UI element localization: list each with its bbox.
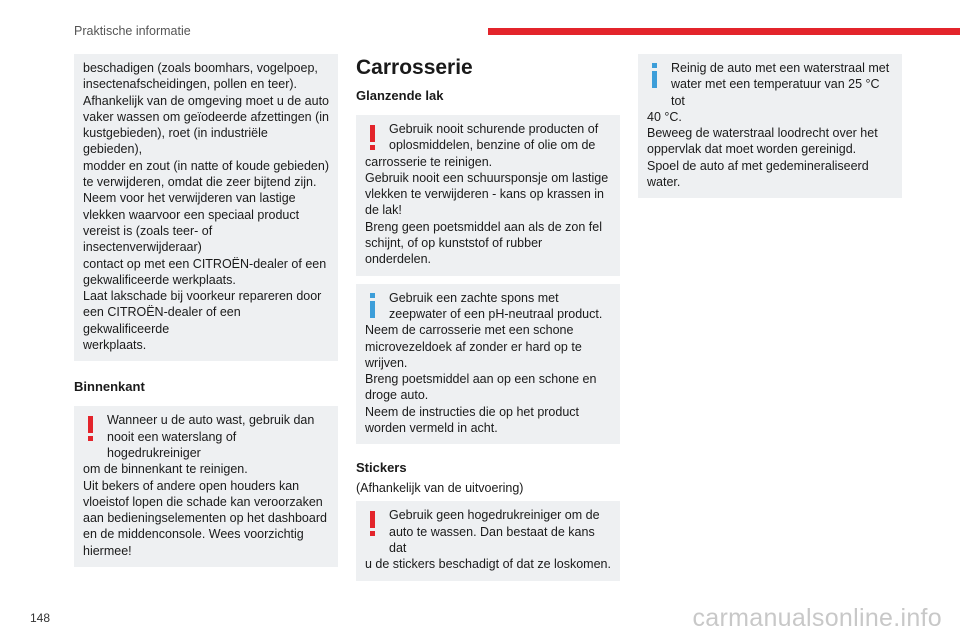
warning-icon <box>367 511 379 537</box>
text-line: Neem de carrosserie met een schone <box>365 323 574 338</box>
text-line: vereist is (zoals teer- of insectenverwijderaar) <box>83 223 213 255</box>
text-line: schijnt, of op kunststof of rubber onderdelen. <box>365 236 543 267</box>
text-line: zeepwater of een pH-neutraal product. <box>389 306 603 321</box>
info-icon <box>649 63 661 89</box>
text-line: droge auto. <box>365 388 429 403</box>
text-line: Breng poetsmiddel aan op een schone en <box>365 372 597 387</box>
text-line: de lak! <box>365 203 402 218</box>
text-line: Neem voor het verwijderen van lastige <box>83 191 296 206</box>
stickers-warning-box <box>356 501 620 580</box>
binnenkant-warning-box <box>74 406 338 567</box>
text-line: Laat lakschade bij voorkeur repareren door <box>83 289 322 304</box>
text-line: een CITROËN-dealer of een gekwalificeerde <box>83 305 241 336</box>
continued-text-box <box>74 54 338 361</box>
text-line: wrijven. <box>365 355 408 370</box>
text-line: Wanneer u de auto wast, gebruik dan <box>107 413 315 428</box>
text-line: Gebruik nooit schurende producten of <box>389 122 599 136</box>
text-line: Neem de instructies die op het product <box>365 404 580 419</box>
text-line: water. <box>647 175 681 190</box>
text-line: hiermee! <box>83 543 132 558</box>
warning-icon <box>367 125 379 151</box>
column-1 <box>74 54 338 567</box>
text-line: kustgebieden), roet (in industriële gebieden), <box>83 126 268 157</box>
text-line: nooit een waterslang of hogedrukreiniger <box>107 429 237 460</box>
text-line: oppervlak dat moet worden gereinigd. <box>647 142 857 157</box>
text-line: vloeistof lopen die schade kan veroorzaken <box>83 494 323 509</box>
section-title: Carrosserie <box>356 56 473 79</box>
text-line: auto te wassen. Dan bestaat de kans dat <box>389 524 595 555</box>
text-line: om de binnenkant te reinigen. <box>83 462 248 477</box>
text-line: werkplaats. <box>83 338 147 353</box>
text-line: Spoel de auto af met gedemineraliseerd <box>647 158 869 173</box>
glanzende-info-box <box>356 284 620 445</box>
header-accent-bar <box>488 28 960 35</box>
text-line: vlekken waarvoor een speciaal product <box>83 207 300 222</box>
text-line: Reinig de auto met een waterstraal met <box>671 61 890 75</box>
text-line: contact op met een CITROËN-dealer of een <box>83 256 327 271</box>
waterstraal-info-box <box>638 54 902 198</box>
text-line: Gebruik geen hogedrukreiniger om de <box>389 508 600 523</box>
text-line: modder en zout (in natte of koude gebieden) <box>83 158 330 173</box>
text-line: insectenafscheidingen, pollen en teer). <box>83 77 298 92</box>
text-line: beschadigen (zoals boomhars, vogelpoep, <box>83 61 318 75</box>
text-line: Beweeg de waterstraal loodrecht over het <box>647 126 878 141</box>
text-line: 40 °C. <box>647 109 682 124</box>
text-line: Gebruik een zachte spons met <box>389 290 559 305</box>
binnenkant-heading: Binnenkant <box>74 379 145 395</box>
text-line: water met een temperatuur van 25 °C tot <box>671 77 880 108</box>
info-icon <box>367 293 379 319</box>
text-line: microvezeldoek af zonder er hard op te <box>365 339 582 354</box>
stickers-note: (Afhankelijk van de uitvoering) <box>356 481 524 496</box>
warning-icon <box>85 416 97 442</box>
text-line: te verwijderen, omdat die zeer bijtend zijn. <box>83 175 317 190</box>
text-line: worden vermeld in acht. <box>365 421 498 436</box>
text-line: u de stickers beschadigt of dat ze loskomen. <box>365 557 611 572</box>
text-line: gekwalificeerde werkplaats. <box>83 272 236 287</box>
text-line: oplosmiddelen, benzine of olie om de <box>389 138 596 153</box>
text-line: en de middenconsole. Wees voorzichtig <box>83 527 304 542</box>
text-line: aan bedieningselementen op het dashboard <box>83 511 327 526</box>
text-line: vaker wassen om geïodeerde afzettingen (in <box>83 109 329 124</box>
page-number: 148 <box>30 611 51 625</box>
text-line: Breng geen poetsmiddel aan als de zon fel <box>365 219 602 234</box>
text-line: vlekken te verwijderen - kans op krassen in <box>365 187 605 202</box>
watermark: carmanualsonline.info <box>692 604 942 632</box>
text-line: Afhankelijk van de omgeving moet u de auto <box>83 93 329 108</box>
column-2 <box>356 54 620 581</box>
text-line: Gebruik nooit een schuursponsje om lastige <box>365 170 609 185</box>
stickers-heading: Stickers <box>356 460 407 476</box>
glanzende-lak-heading: Glanzende lak <box>356 88 444 103</box>
glanzende-warning-box <box>356 115 620 276</box>
text-line: carrosserie te reinigen. <box>365 154 493 169</box>
text-line: Uit bekers of andere open houders kan <box>83 478 300 493</box>
header-title: Praktische informatie <box>74 24 191 38</box>
column-3 <box>638 54 902 198</box>
